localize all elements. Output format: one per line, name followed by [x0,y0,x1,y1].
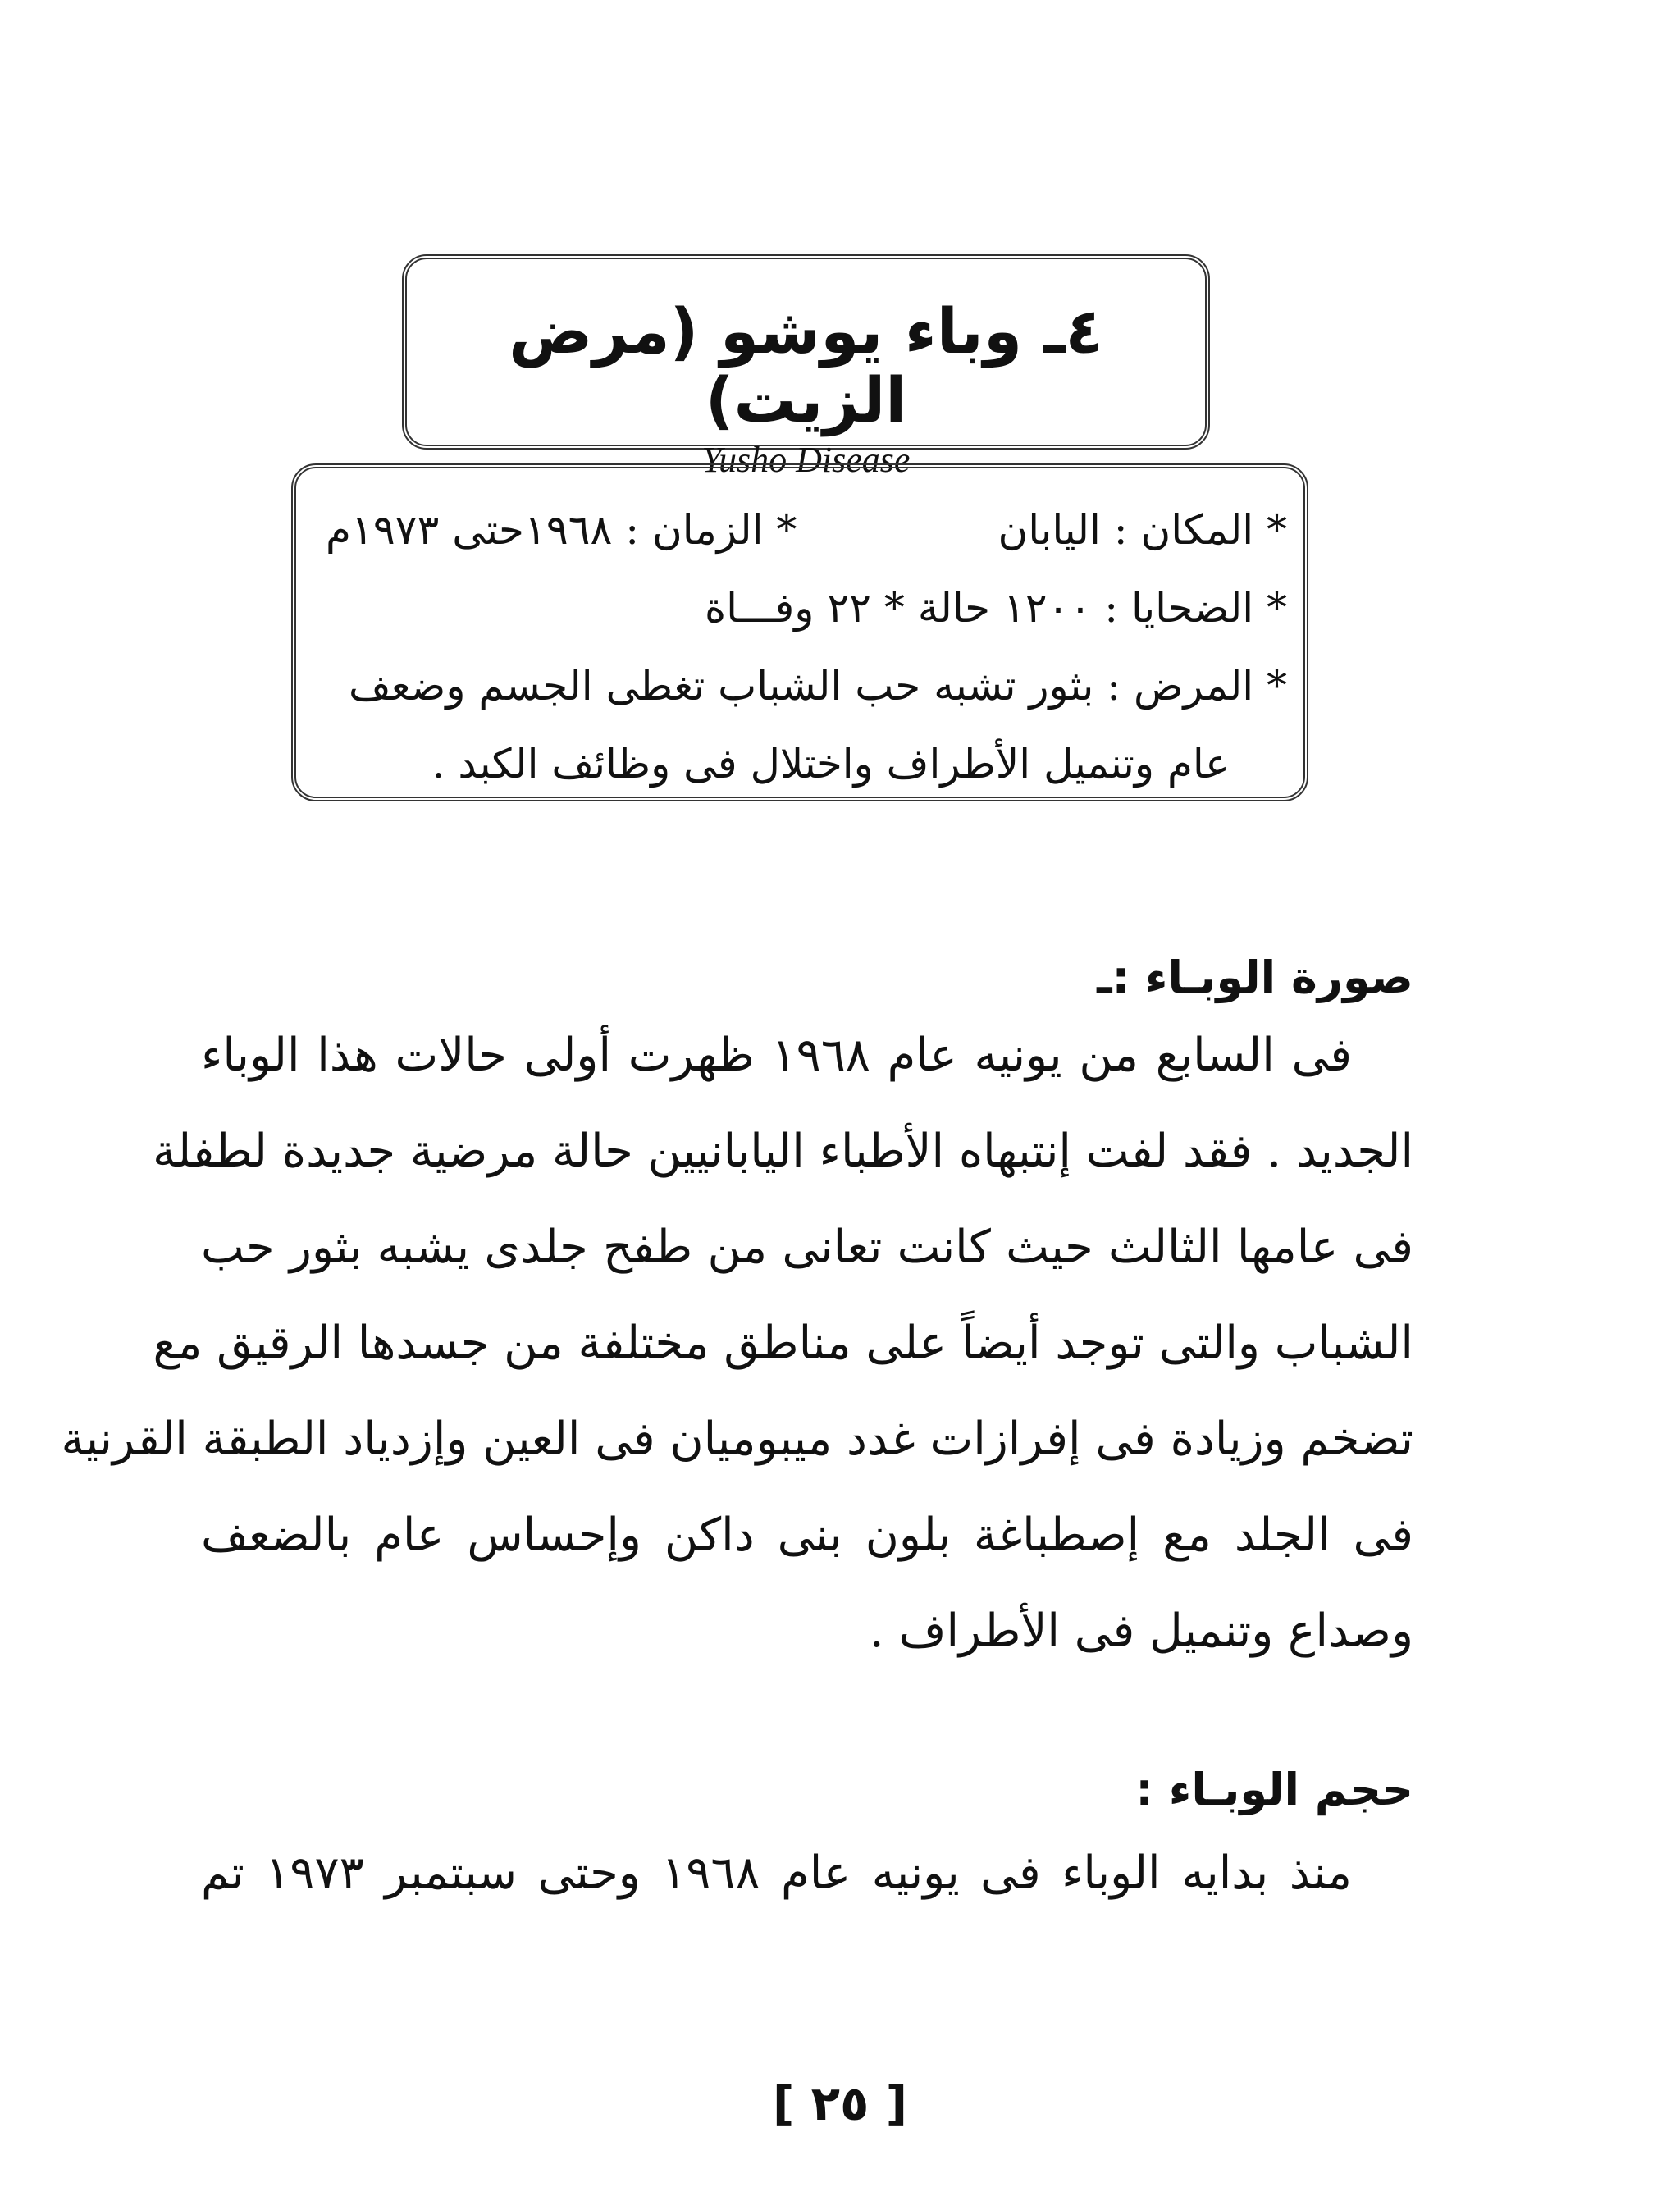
paragraph-line: وصداع وتنميل فى الأطراف . [869,1605,1413,1658]
paragraph-line: فى الجلد مع إصطباغة بلون بنى داكن وإحساس عام بالضعف [201,1509,1413,1562]
info-victims: * الضحايا : ١٢٠٠ حالة * ٢٢ وفـــاة [704,584,1287,632]
info-place-time-row [326,491,1287,569]
info-box [291,463,1308,801]
info-time: * الزمان : ١٩٦٨حتى ١٩٧٣م [326,506,797,554]
paragraph-line: الشباب والتى توجد أيضاً على مناطق مختلفة من جسدها الرقيق مع [153,1317,1413,1370]
paragraph-line: فى السابع من يونيه عام ١٩٦٨ ظهرت أولى حالات هذا الوباء [201,1029,1352,1082]
page-number: [ ٢٥ ] [772,2075,908,2131]
chapter-title: ٤ـ وباء يوشو (مرض الزيت) [509,294,1103,436]
info-place: * المكان : اليابان [998,506,1287,554]
paragraph-line: تضخم وزيادة فى إفرازات غدد ميبوميان فى العين وإزدياد الطبقة القرنية [61,1413,1413,1466]
info-disease-continued: عام وتنميل الأطراف واختلال فى وظائف الكبد . [431,740,1230,788]
chapter-subtitle-english: Yusho Disease [701,440,911,481]
section-body-epidemic-size [201,1825,1413,1921]
title-box [402,254,1210,481]
info-disease: * المرض : بثور تشبه حب الشباب تغطى الجسم وضعف [349,662,1287,710]
paragraph-line: منذ بدايه الوباء فى يونيه عام ١٩٦٨ وحتى سبتمبر ١٩٧٣ تم [201,1847,1353,1900]
section-heading-epidemic-picture: صورة الوبـاء :ـ [1097,952,1413,1003]
section-body-epidemic-picture [61,1007,1413,1679]
section-heading-epidemic-size: حجم الوبـاء : [1135,1764,1413,1815]
paragraph-line: الجديد . فقد لفت إنتبهاه الأطباء اليابانيين حالة مرضية جديدة لطفلة [153,1125,1413,1178]
paragraph-line: فى عامها الثالث حيث كانت تعانى من طفح جلدى يشبه بثور حب [201,1221,1413,1274]
